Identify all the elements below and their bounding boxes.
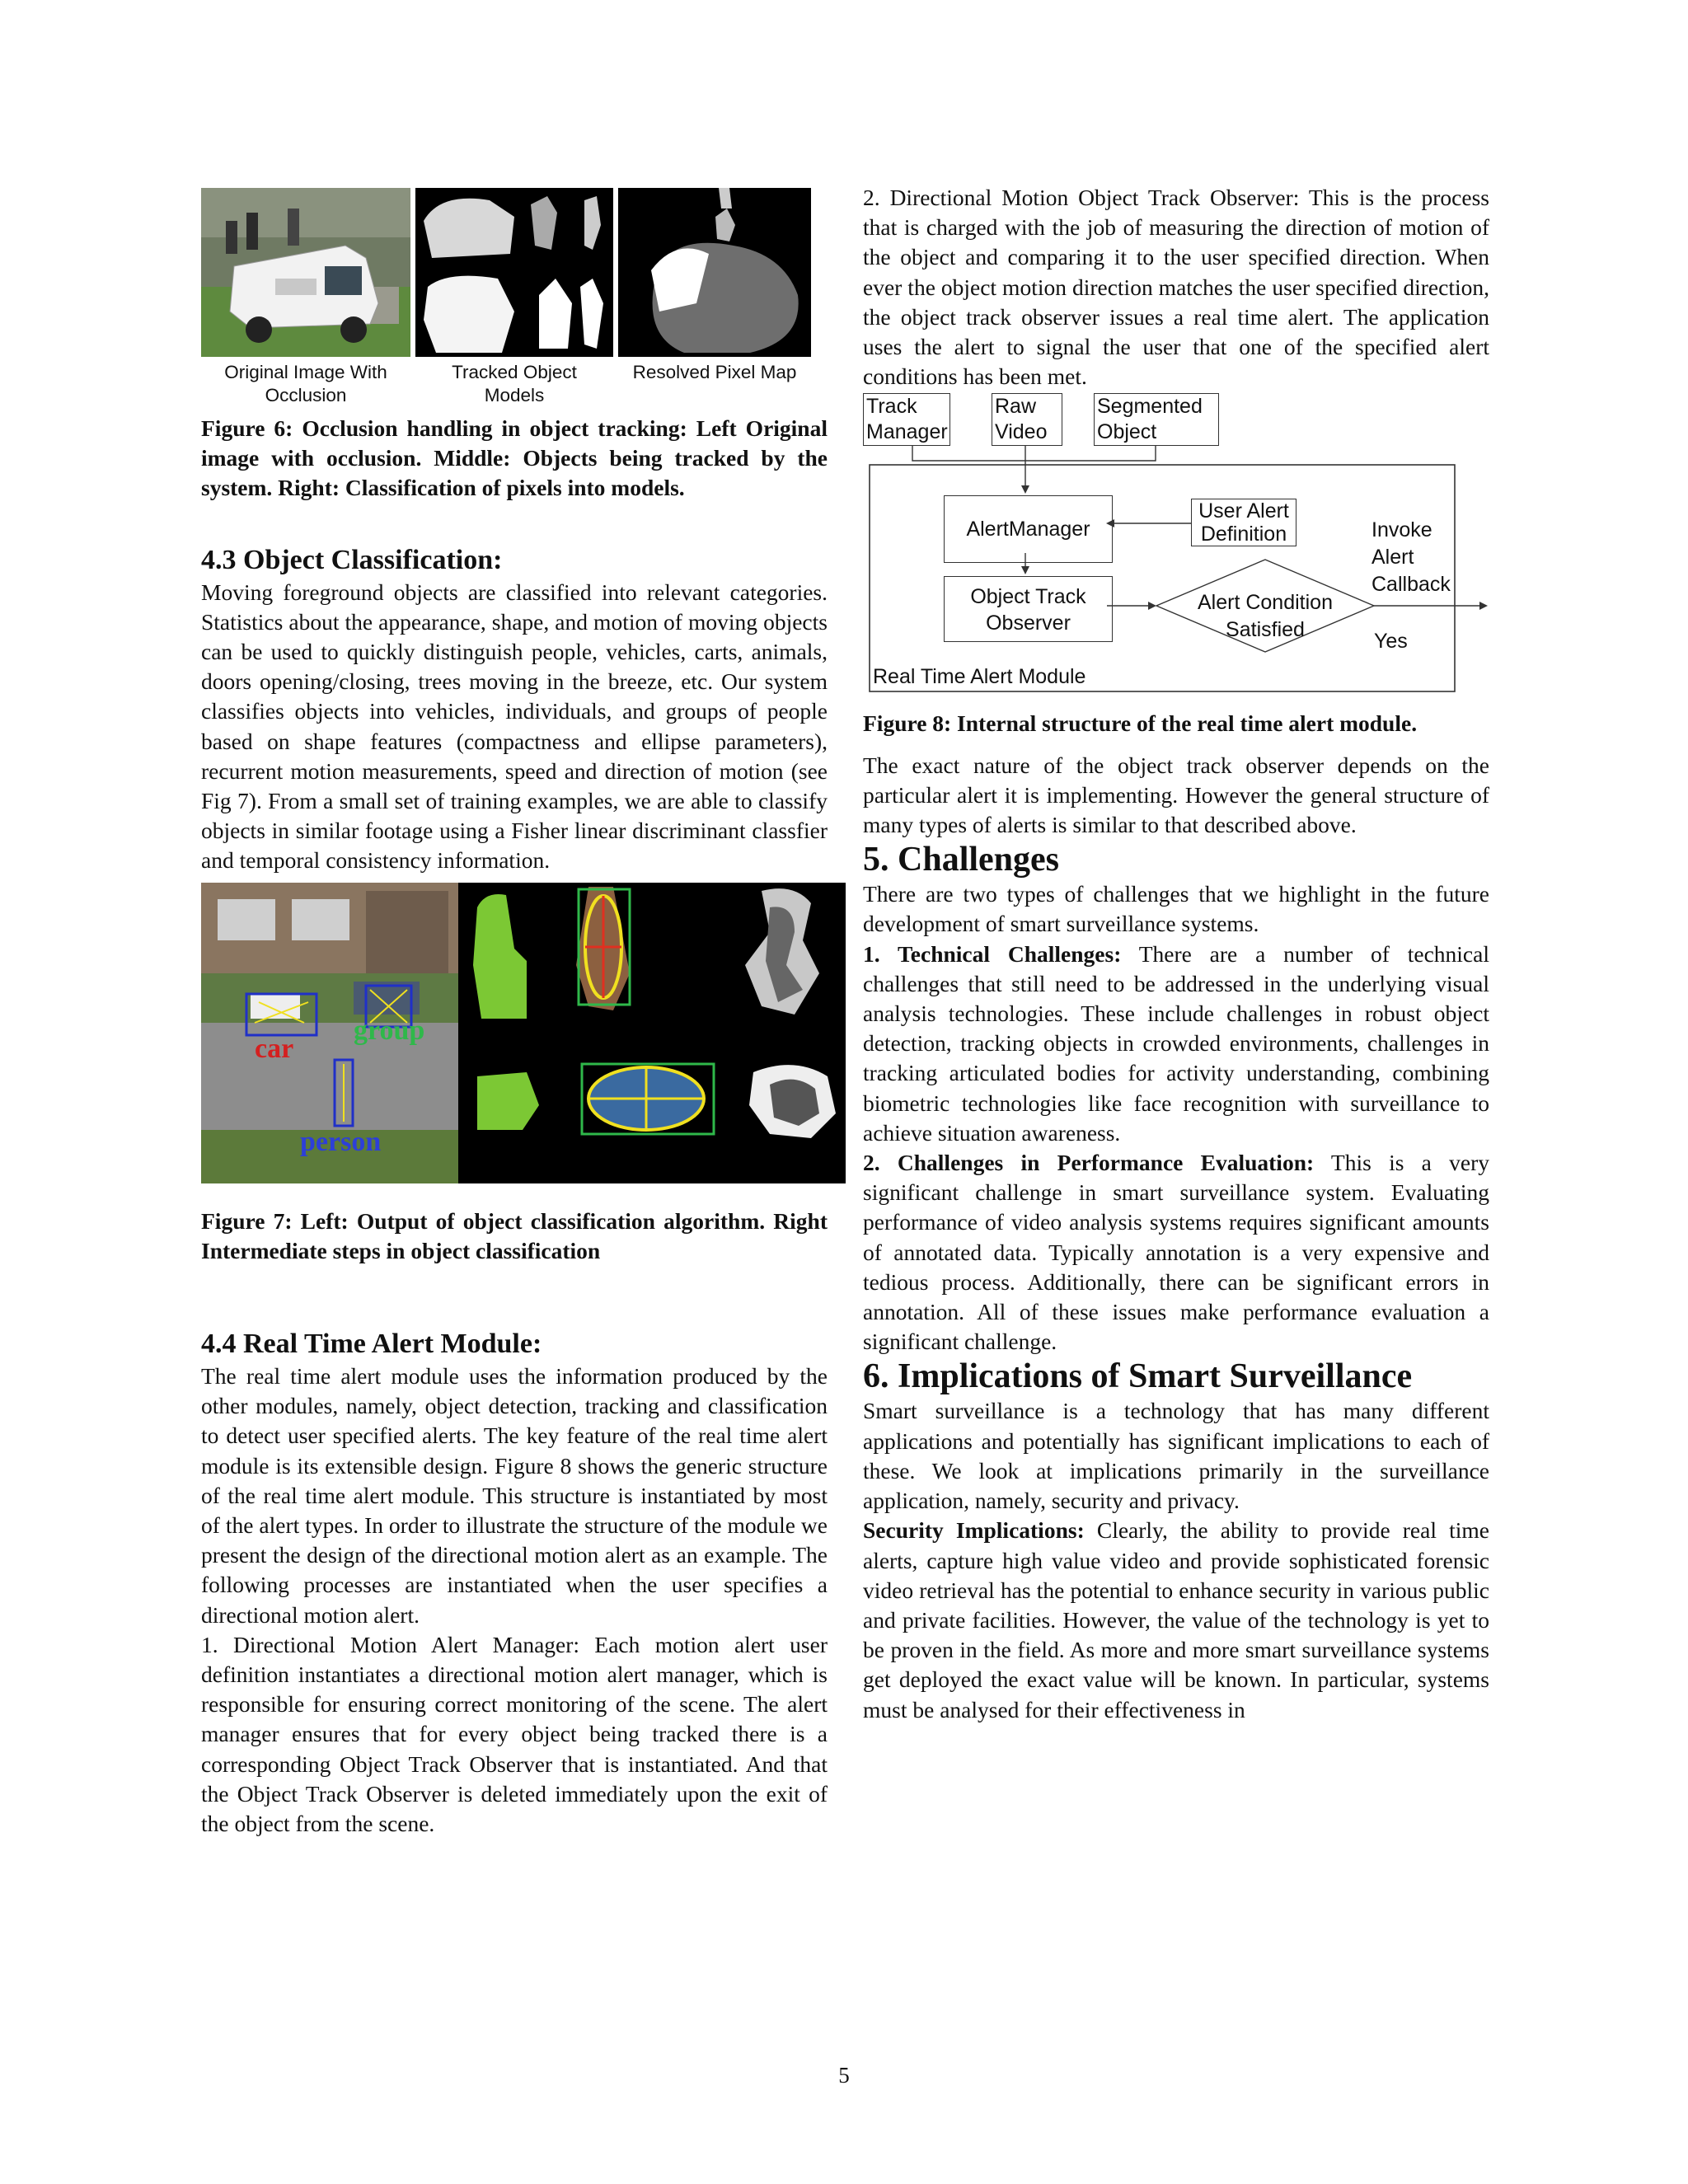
original-image-photo bbox=[201, 188, 410, 357]
technical-challenges-label: 1. Technical Challenges: bbox=[863, 940, 1122, 967]
figure-8 bbox=[863, 393, 1489, 702]
figure-6-label-tracked: Tracked Object Models bbox=[452, 362, 577, 405]
section-4-3-heading: 4.3 Object Classification: bbox=[201, 544, 503, 575]
after-figure-8-text: The exact nature of the object track observer depends on the particular alert it is implementing. However the general structure of many types of alerts is similar to that described above. bbox=[863, 752, 1489, 838]
figure-6 bbox=[201, 183, 828, 414]
figure-6-caption: Figure 6: Occlusion handling in object tracking: Left Original image with occlusion. Middle: Objects being tracked by the system. Right: Classification of pixels into models. bbox=[201, 415, 828, 501]
resolved-pixel-map-image bbox=[618, 188, 811, 357]
security-implications-label: Security Implications: bbox=[863, 1517, 1085, 1544]
section-5-technical bbox=[863, 940, 1489, 1148]
section-5-intro: There are two types of challenges that we highlight in the future development of smart surveillance systems. bbox=[863, 881, 1489, 937]
car-label: car bbox=[255, 1033, 294, 1064]
performance-challenges-label: 2. Challenges in Performance Evaluation: bbox=[863, 1150, 1315, 1176]
section-4-4-item2: 2. Directional Motion Object Track Observer: This is the process that is charged with the job of measuring the direction of motion of the object and comparing it to the user specified direction. When ever the object motion direction matches the user specified direction, the object track observer issues a real time alert. The application uses the alert to signal the user that one of the specified alert conditions has been met. bbox=[863, 185, 1489, 390]
performance-challenges-body: This is a very significant challenge in smart surveillance system. Evaluating performance of video analysis systems requires significant amounts of annotated data. Typically annotation is a very expensive and tedious process. Additionally, there can be significant errors in annotation. All of these issues make performance evaluation a significant challenge. bbox=[863, 1150, 1489, 1355]
invoke-alert-callback-label: Invoke Alert Callback bbox=[1372, 518, 1451, 597]
section-4-4-item1: 1. Directional Motion Alert Manager: Each motion alert user definition instantiates a directional motion alert manager, which is responsible for ensuring correct monitoring of the scene. The alert manager ensures that for every object being tracked there is a corresponding Object Track Observer that is instantiated. And that the Object Track Observer is deleted immediately upon the exit of the object from the scene. bbox=[201, 1631, 828, 1837]
alert-manager-box: AlertManager bbox=[944, 495, 1113, 563]
section-5-performance bbox=[863, 1148, 1489, 1357]
section-6-intro: Smart surveillance is a technology that has many different applications and potentially has significant implications to each of these. We look at implications primarily in the surveillance application, namely, security and privacy. bbox=[863, 1398, 1489, 1514]
real-time-alert-module-label: Real Time Alert Module bbox=[873, 665, 1086, 689]
yes-label: Yes bbox=[1374, 630, 1408, 654]
segmented-object-box: Segmented Object bbox=[1094, 393, 1219, 446]
security-implications-body: Clearly, the ability to provide real time alerts, capture high value video and provide sophisticated forensic video retrieval has the potential to enhance security in various public and private facilities. However, the value of the technology is yet to be proven in the field. As more and more smart surveillance systems get deployed the exact value will be known. In particular, systems must be analysed for their effectiveness in bbox=[863, 1517, 1489, 1722]
figure-8-caption: Figure 8: Internal structure of the real time alert module. bbox=[863, 710, 1418, 737]
figure-7 bbox=[201, 883, 828, 1183]
section-4-4-heading: 4.4 Real Time Alert Module: bbox=[201, 1329, 542, 1360]
left-column bbox=[201, 183, 828, 1839]
section-6-security bbox=[863, 1516, 1489, 1724]
figure-7-caption: Figure 7: Left: Output of object classification algorithm. Right Intermediate steps in object classification bbox=[201, 1207, 828, 1263]
technical-challenges-body: There are a number of technical challenges that still need to be addressed in the underlying visual analysis technologies. These include challenges in robust object detection, tracking objects in crowded environments, challenges in tracking articulated bodies for activity understanding, combining biometric technologies like face recognition with surveillance to achieve situation awareness. bbox=[863, 940, 1489, 1146]
tracked-object-models-image bbox=[415, 188, 613, 357]
object-track-observer-box: Object Track Observer bbox=[944, 576, 1113, 642]
page-number: 5 bbox=[838, 2063, 850, 2088]
figure-6-label-resolved: Resolved Pixel Map bbox=[632, 362, 797, 382]
section-6-heading: 6. Implications of Smart Surveillance bbox=[863, 1357, 1413, 1396]
figure-7-image bbox=[201, 883, 846, 1183]
person-label: person bbox=[300, 1126, 382, 1157]
track-manager-box: Track Manager bbox=[863, 393, 950, 446]
right-column bbox=[863, 183, 1489, 1725]
alert-condition-diamond-label: Alert Condition Satisfied bbox=[1198, 591, 1333, 642]
section-5-heading: 5. Challenges bbox=[863, 841, 1060, 879]
group-label: group bbox=[354, 1015, 425, 1046]
figure-6-label-original: Original Image With Occlusion bbox=[224, 362, 387, 405]
raw-video-box: Raw Video bbox=[992, 393, 1062, 446]
section-4-4-body: The real time alert module uses the information produced by the other modules, namely, object detection, tracking and classification to detect user specified alerts. The key feature of the real time alert module is its extensible design. Figure 8 shows the generic structure of the real time alert module. This structure is instantiated by most of the alert types. In order to illustrate the structure of the module we present the design of the directional motion alert as an example. The following processes are instantiated when the user specifies a directional motion alert. bbox=[201, 1363, 828, 1628]
section-4-3-body: Moving foreground objects are classified into relevant categories. Statistics about the appearance, shape, and motion of moving objects can be used to quickly distinguish people, vehicles, carts, animals, doors opening/closing, trees moving in the breeze, etc. Our system classifies objects into vehicles, individuals, and groups of people based on shape features (compactness and ellipse parameters), recurrent motion measurements, speed and direction of motion (see Fig 7). From a small set of training examples, we are able to classify objects in similar footage using a Fisher linear discriminant classfier and temporal consistency information. bbox=[201, 579, 828, 874]
user-alert-definition-box: User Alert Definition bbox=[1191, 499, 1296, 546]
